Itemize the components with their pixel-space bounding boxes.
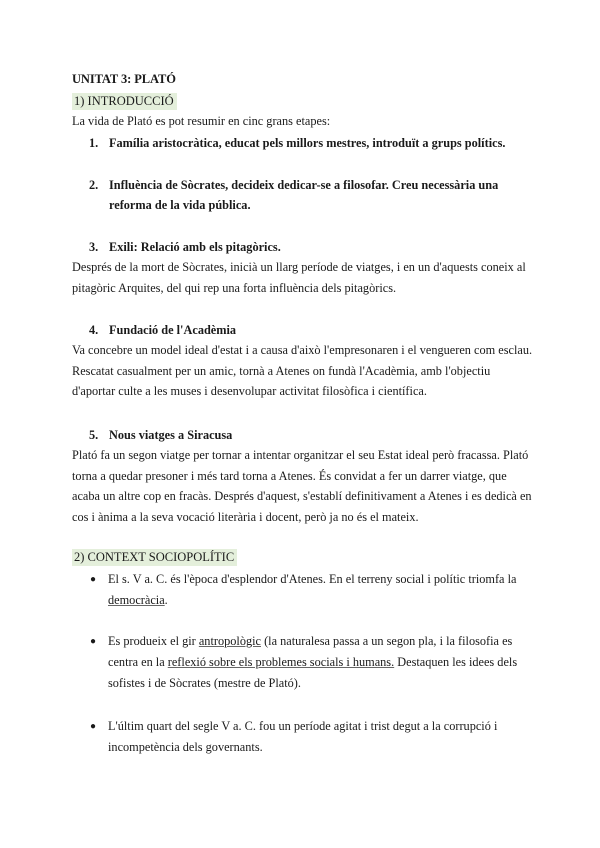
stage-title: Exili: Relació amb els pitagòrics. (109, 240, 281, 254)
stage-title: Nous viatges a Siracusa (109, 428, 233, 442)
bullet-item-1 (90, 569, 530, 611)
bullet-icon: ● (90, 721, 97, 732)
stage-title: Família aristocràtica, educat pels millors mestres, introduït a grups polítics. (109, 136, 506, 150)
stage-paragraph-4: Va concebre un model ideal d'estat i a causa d'això l'empresonaren i el vengueren com esclau. Rescatat casualment per un amic, tornà a Atenes on fundà l'Acadèmia, amb l'objectiu d'aportar culte a les muses i desenvolupar activitat filosòfica i científica. (72, 343, 533, 399)
stage-paragraph-5: Plató fa un segon viatge per tornar a intentar organitzar el seu Estat ideal però fracassa. Plató torna a quedar presoner i més tard torna a Atenes. És convidat a fer un darrer viatge, que acaba un altre cop en fracàs. Després d'aquest, s'establí definitivament a Atenes i es dedicà en cos i ànima a la seva vocació literària i docent, però ja no és el mateix. (72, 448, 532, 525)
bullet-text: El s. V a. C. és l'època d'esplendor d'Atenes. En el terreny social i polític triomfa la (108, 572, 517, 586)
stage-title: Influència de Sòcrates, decideix dedicar-se a filosofar. Creu necessària una reforma de la vida pública. (109, 178, 499, 212)
stage-item-3 (89, 237, 549, 257)
bullet-text-middle: (la naturalesa passa a un segon pla, i la filosofia es centra en la (108, 634, 513, 669)
stage-title: Fundació de l'Acadèmia (109, 323, 237, 337)
intro-text: La vida de Plató es pot resumir en cinc grans etapes: (72, 114, 331, 128)
section-heading-context: 2) CONTEXT SOCIOPOLÍTIC (72, 549, 237, 566)
bullet-text-end: Destaquen les idees dels sofistes i de Sòcrates (mestre de Plató). (108, 655, 518, 690)
stage-item-4 (89, 320, 549, 340)
bullet-icon: ● (90, 574, 97, 585)
stage-item-2 (89, 175, 549, 215)
page-title: UNITAT 3: PLATÓ (72, 72, 176, 86)
bullet-text: L'últim quart del segle V a. C. fou un període agitat i trist degut a la corrupció i incompetència dels governants. (108, 719, 498, 754)
stage-number: 4. (89, 323, 99, 337)
underlined-term: antropològic (198, 634, 261, 648)
section-heading-introduccio: 1) INTRODUCCIÓ (72, 93, 177, 110)
stage-number: 2. (89, 178, 99, 192)
stage-number: 5. (89, 428, 99, 442)
underlined-phrase: reflexió sobre els problemes socials i humans. (167, 655, 395, 669)
stage-paragraph-3: Després de la mort de Sòcrates, inicià un llarg període de viatges, i en un d'aquests coneix al pitagòric Arquites, del qui rep una forta influència dels pitagòrics. (72, 260, 526, 295)
bullet-text-end: . (164, 593, 168, 607)
bullet-text: Es produeix el gir (108, 634, 199, 648)
underlined-term: democràcia (108, 593, 165, 607)
stage-number: 1. (89, 136, 99, 150)
stage-item-5 (89, 425, 549, 445)
bullet-item-2 (90, 631, 530, 694)
stage-number: 3. (89, 240, 99, 254)
stage-item-1 (89, 133, 549, 153)
bullet-item-3 (90, 716, 530, 758)
bullet-icon: ● (90, 636, 97, 647)
